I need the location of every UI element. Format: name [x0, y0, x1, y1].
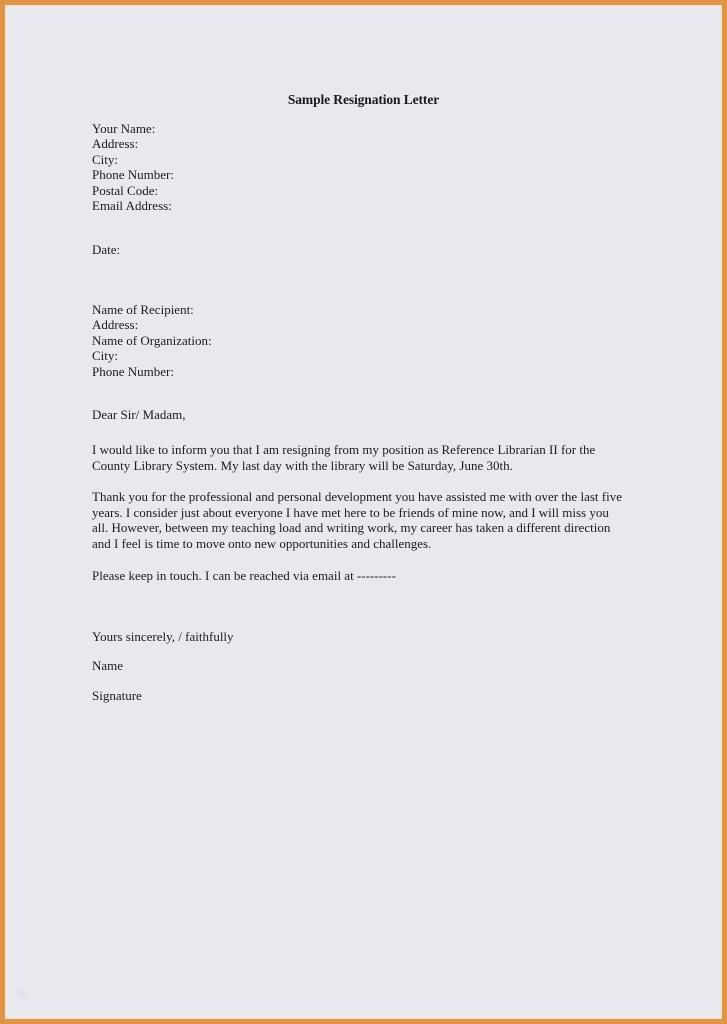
paragraph-line: years. I consider just about everyone I have met here to be friends of mine now, and I will miss you [92, 504, 609, 520]
paragraph-line: Please keep in touch. I can be reached via email at --------- [92, 568, 396, 583]
paragraph-line: all. However, between my teaching load and writing work, my career has taken a different direction [92, 520, 611, 535]
sender-info-block [92, 121, 174, 213]
closing: Yours sincerely, / faithfully [92, 629, 234, 644]
paragraph-resignation [92, 442, 652, 473]
page-corner-mark [18, 990, 26, 996]
recipient-name-field: Name of Recipient: [92, 302, 194, 317]
date-field: Date: [92, 242, 121, 257]
sender-city-field: City: [92, 151, 119, 167]
paragraph-contact [92, 568, 652, 584]
name-block [92, 658, 123, 673]
date-block [92, 242, 120, 257]
sender-name-field: Your Name: [92, 121, 156, 136]
paragraph-thanks [92, 489, 652, 551]
salutation: Dear Sir/ Madam, [92, 407, 186, 422]
recipient-info-block [92, 302, 212, 379]
paragraph-line: and I feel is time to move onto new opportunities and challenges. [92, 535, 432, 551]
recipient-organization-field: Name of Organization: [92, 332, 212, 348]
closing-block [92, 629, 234, 644]
salutation-block [92, 407, 186, 422]
sender-email-field: Email Address: [92, 197, 172, 213]
sender-postal-code-field: Postal Code: [92, 182, 159, 198]
paragraph-line: I would like to inform you that I am resigning from my position as Reference Librarian II for the [92, 442, 596, 457]
paragraph-line: Thank you for the professional and personal development you have assisted me with over the last five [92, 489, 622, 504]
signature-label: Signature [92, 688, 142, 703]
paragraph-line: County Library System. My last day with the library will be Saturday, June 30th. [92, 457, 513, 473]
recipient-address-field: Address: [92, 317, 139, 333]
sender-address-field: Address: [92, 136, 139, 152]
recipient-city-field: City: [92, 348, 119, 364]
recipient-phone-field: Phone Number: [92, 363, 174, 379]
sender-phone-field: Phone Number: [92, 167, 174, 183]
signature-block [92, 688, 142, 703]
letter-title: Sample Resignation Letter [287, 92, 440, 107]
name-label: Name [92, 658, 124, 673]
